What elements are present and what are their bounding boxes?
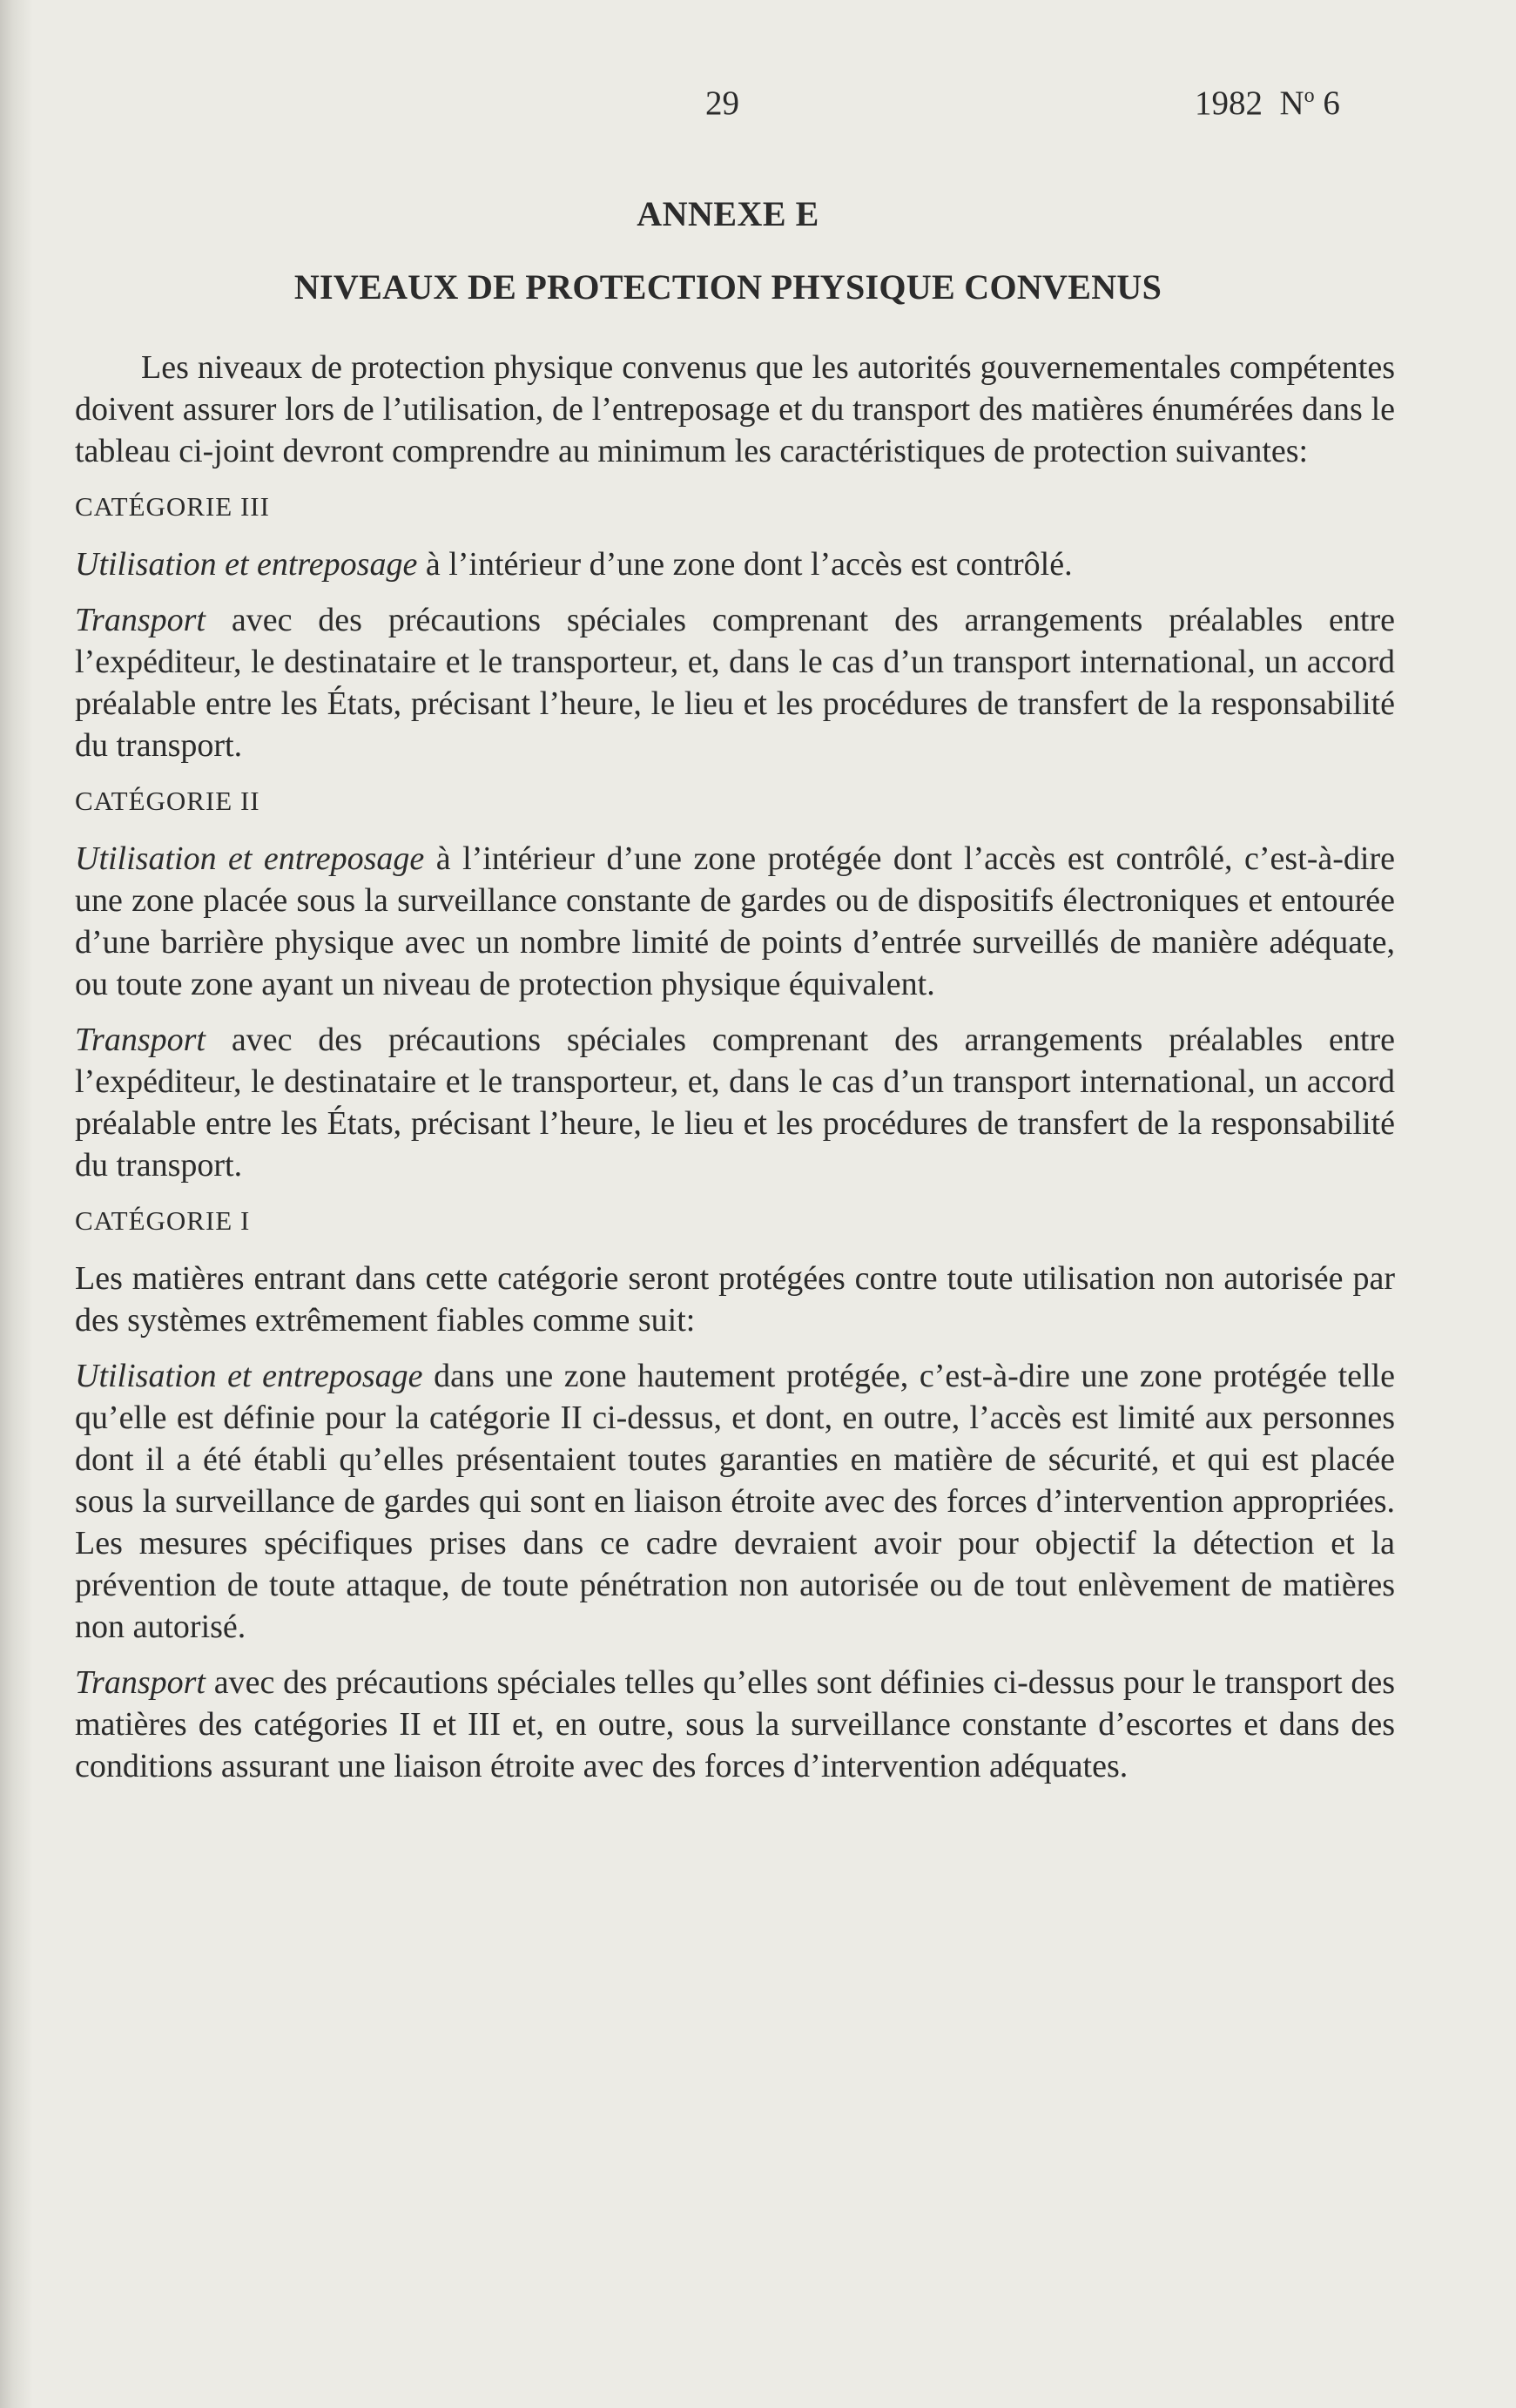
category-1-transport-lead: Transport (75, 1664, 206, 1701)
category-3-use-lead: Utilisation et entreposage (75, 546, 418, 583)
issue-number-prefix: N (1279, 84, 1304, 122)
annex-title: ANNEXE E (637, 194, 819, 233)
category-1-intro-paragraph: Les matières entrant dans cette catégorie seront protégées contre toute utilisation non autorisée par des systèmes extrêmement fiables comme suit: (75, 1260, 1395, 1339)
category-2-use-lead: Utilisation et entreposage (75, 840, 425, 877)
category-2-transport-lead: Transport (75, 1022, 206, 1058)
category-1-transport-text: avec des précautions spéciales telles qu’elles sont définies ci-dessus pour le transport des matières des catégories II et III et, en outre, sous la surveillance constante d’escortes et dans des conditions assurant une liaison étroite avec des forces d’intervention adéquates. (75, 1664, 1395, 1784)
page-number: 29 (705, 84, 739, 122)
category-2-transport-paragraph (75, 1019, 1395, 1186)
category-2-use-paragraph (75, 838, 1395, 1005)
issue-number-superscript: o (1304, 84, 1315, 107)
category-1-transport-paragraph (75, 1662, 1395, 1787)
category-3-heading: CATÉGORIE III (75, 491, 270, 522)
category-3-transport-lead: Transport (75, 602, 206, 638)
category-1-use-text: dans une zone hautement protégée, c’est-à-dire une zone protégée telle qu’elle est définie pour la catégorie II ci-dessus, et dont, en outre, l’accès est limité aux personnes dont il a été établi qu’elles présentaient toutes garanties en matière de sécurité, et qui est placée sous la surveillance de gardes qui sont en liaison étroite avec des forces d’intervention appropriées. Les mesures spécifiques prises dans ce cadre devraient avoir pour objectif la détection et la prévention de toute attaque, de toute pénétration non autorisée ou de tout enlèvement de matières non autorisé. (75, 1358, 1395, 1645)
category-3-use-paragraph (75, 543, 1395, 585)
category-1-use-lead: Utilisation et entreposage (75, 1358, 423, 1394)
category-2-use-text: à l’intérieur d’une zone protégée dont l’accès est contrôlé, c’est-à-dire une zone placée sous la surveillance constante de gardes ou de dispositifs électroniques et entourée d’une barrière physique avec un nombre limité de points d’entrée surveillés de manière adéquate, ou toute zone ayant un niveau de protection physique équivalent. (75, 840, 1396, 1002)
category-1-heading: CATÉGORIE I (75, 1205, 251, 1236)
issue-year: 1982 (1195, 84, 1263, 122)
category-3-transport-text: avec des précautions spéciales comprenant des arrangements préalables entre l’expéditeur, le destinataire et le transporteur, et, dans le cas d’un transport international, un accord préalable entre les États, précisant l’heure, le lieu et les procédures de transfert de la responsabilité du transport. (75, 602, 1395, 764)
issue-number: 6 (1323, 84, 1340, 122)
intro-paragraph: Les niveaux de protection physique convenus que les autorités gouvernementales compétentes doivent assurer lors de l’utilisation, de l’entreposage et du transport des matières énumérées dans le tableau ci-joint devront comprendre au minimum les caractéristiques de protection suivantes: (75, 349, 1395, 469)
category-1-use-paragraph (75, 1355, 1395, 1648)
page-header (0, 84, 1516, 136)
category-2-heading: CATÉGORIE II (75, 786, 260, 816)
main-title: NIVEAUX DE PROTECTION PHYSIQUE CONVENUS (293, 267, 1162, 307)
issue-reference (1195, 84, 1340, 123)
body-text (75, 347, 1395, 1801)
category-3-use-text: à l’intérieur d’une zone dont l’accès est contrôlé. (417, 546, 1073, 583)
category-2-transport-text: avec des précautions spéciales comprenant des arrangements préalables entre l’expéditeur, le destinataire et le transporteur, et, dans le cas d’un transport international, un accord préalable entre les États, précisant l’heure, le lieu et les procédures de transfert de la responsabilité du transport. (75, 1022, 1395, 1184)
category-3-transport-paragraph (75, 599, 1395, 766)
